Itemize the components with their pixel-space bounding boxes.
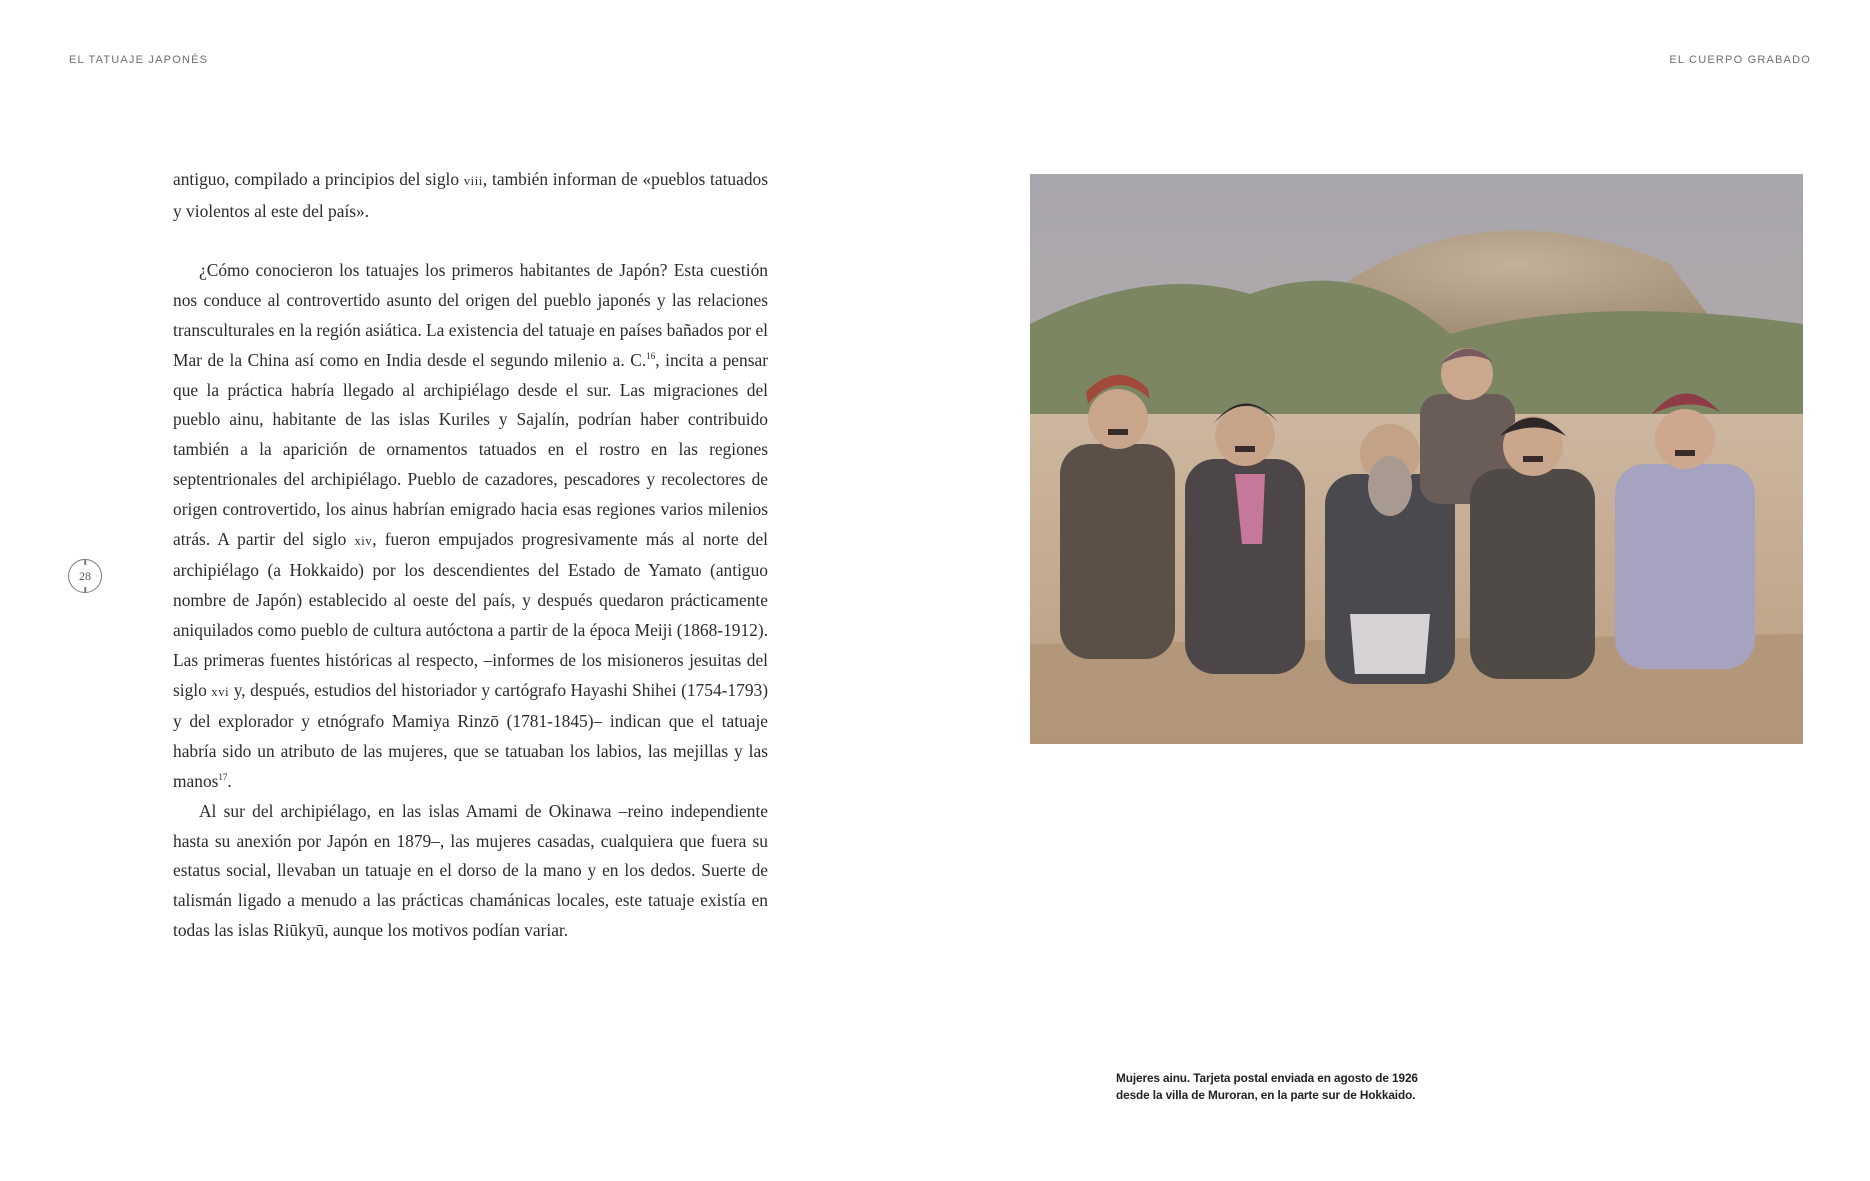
photo-illustration	[1030, 174, 1803, 744]
body-text-column	[173, 165, 768, 946]
ainu-women-photo	[1030, 174, 1803, 744]
paragraph-continued	[173, 165, 768, 227]
caption-line-1: Mujeres ainu. Tarjeta postal enviada en agosto de 1926	[1116, 1071, 1418, 1085]
text-run: , incita a pensar que la práctica habría llegado al archipiélago desde el sur. Las migraciones del pueblo ainu, habitante de las islas Kuriles y Sajalín, podrían haber contribuido también a la aparición de ornamentos tatuados en el rostro en las regiones septentrionales del archipiélago. Pueblo de cazadores, pescadores y recolectores de origen controvertido, los ainus habrían emigrado hacia esas regiones varios milenios atrás. A partir del siglo	[173, 349, 769, 549]
photo-caption	[1116, 1070, 1436, 1104]
running-head-left: EL TATUAJE JAPONÉS	[69, 54, 209, 66]
footnote-ref: 17	[218, 772, 228, 783]
paragraph-origins	[173, 256, 768, 796]
page-number-badge	[68, 559, 102, 593]
paragraph-okinawa: Al sur del archipiélago, en las islas Amami de Okinawa –reino independiente hasta su anexión por Japón en 1879–, las mujeres casadas, cualquiera que fuera su estatus social, llevaban un tatuaje en el dorso de la mano y en los dedos. Suerte de talismán ligado a menudo a las prácticas chamánicas locales, este tatuaje existía en todas las islas Riūkyū, aunque los motivos podían variar.	[173, 800, 768, 940]
running-head-right: EL CUERPO GRABADO	[1669, 54, 1811, 66]
page-number: 28	[79, 568, 91, 583]
caption-line-2: desde la villa de Muroran, en la parte sur de Hokkaido.	[1116, 1088, 1416, 1102]
century-numeral: viii	[463, 174, 483, 188]
text-run: antiguo, compilado a principios del siglo	[173, 169, 464, 189]
footnote-ref: 16	[646, 350, 656, 361]
century-numeral: xiv	[354, 533, 373, 548]
text-run: .	[227, 770, 232, 791]
century-numeral: xvi	[211, 684, 230, 699]
text-run: ¿Cómo conocieron los tatuajes los primeros habitantes de Japón? Esta cuestión nos conduce al controvertido asunto del origen del pueblo japonés y las relaciones transculturales en la región asiática. La existencia del tatuaje en países bañados por el Mar de la China así como en India desde el segundo milenio a. C.	[173, 260, 768, 370]
text-run: , también informan de «pueblos tatuados y violentos al este del país».	[173, 169, 768, 221]
text-run: , fueron empujados progresivamente más al norte del archipiélago (a Hokkaido) por los descendientes del Estado de Yamato (antiguo nombre de Japón) establecido al oeste del país, y después quedaron prácticamente aniquilados como pueblo de cultura autóctona a partir de la época Meiji (1868-1912). Las primeras fuentes históricas al respecto, –informes de los misioneros jesuitas del siglo	[173, 528, 769, 700]
text-run: y, después, estudios del historiador y cartógrafo Hayashi Shihei (1754-1793) y del explorador y etnógrafo Mamiya Rinzō (1781-1845)– indican que el tatuaje habría sido un atributo de las mujeres, que se tatuaban los labios, las mejillas y las manos	[173, 679, 769, 791]
